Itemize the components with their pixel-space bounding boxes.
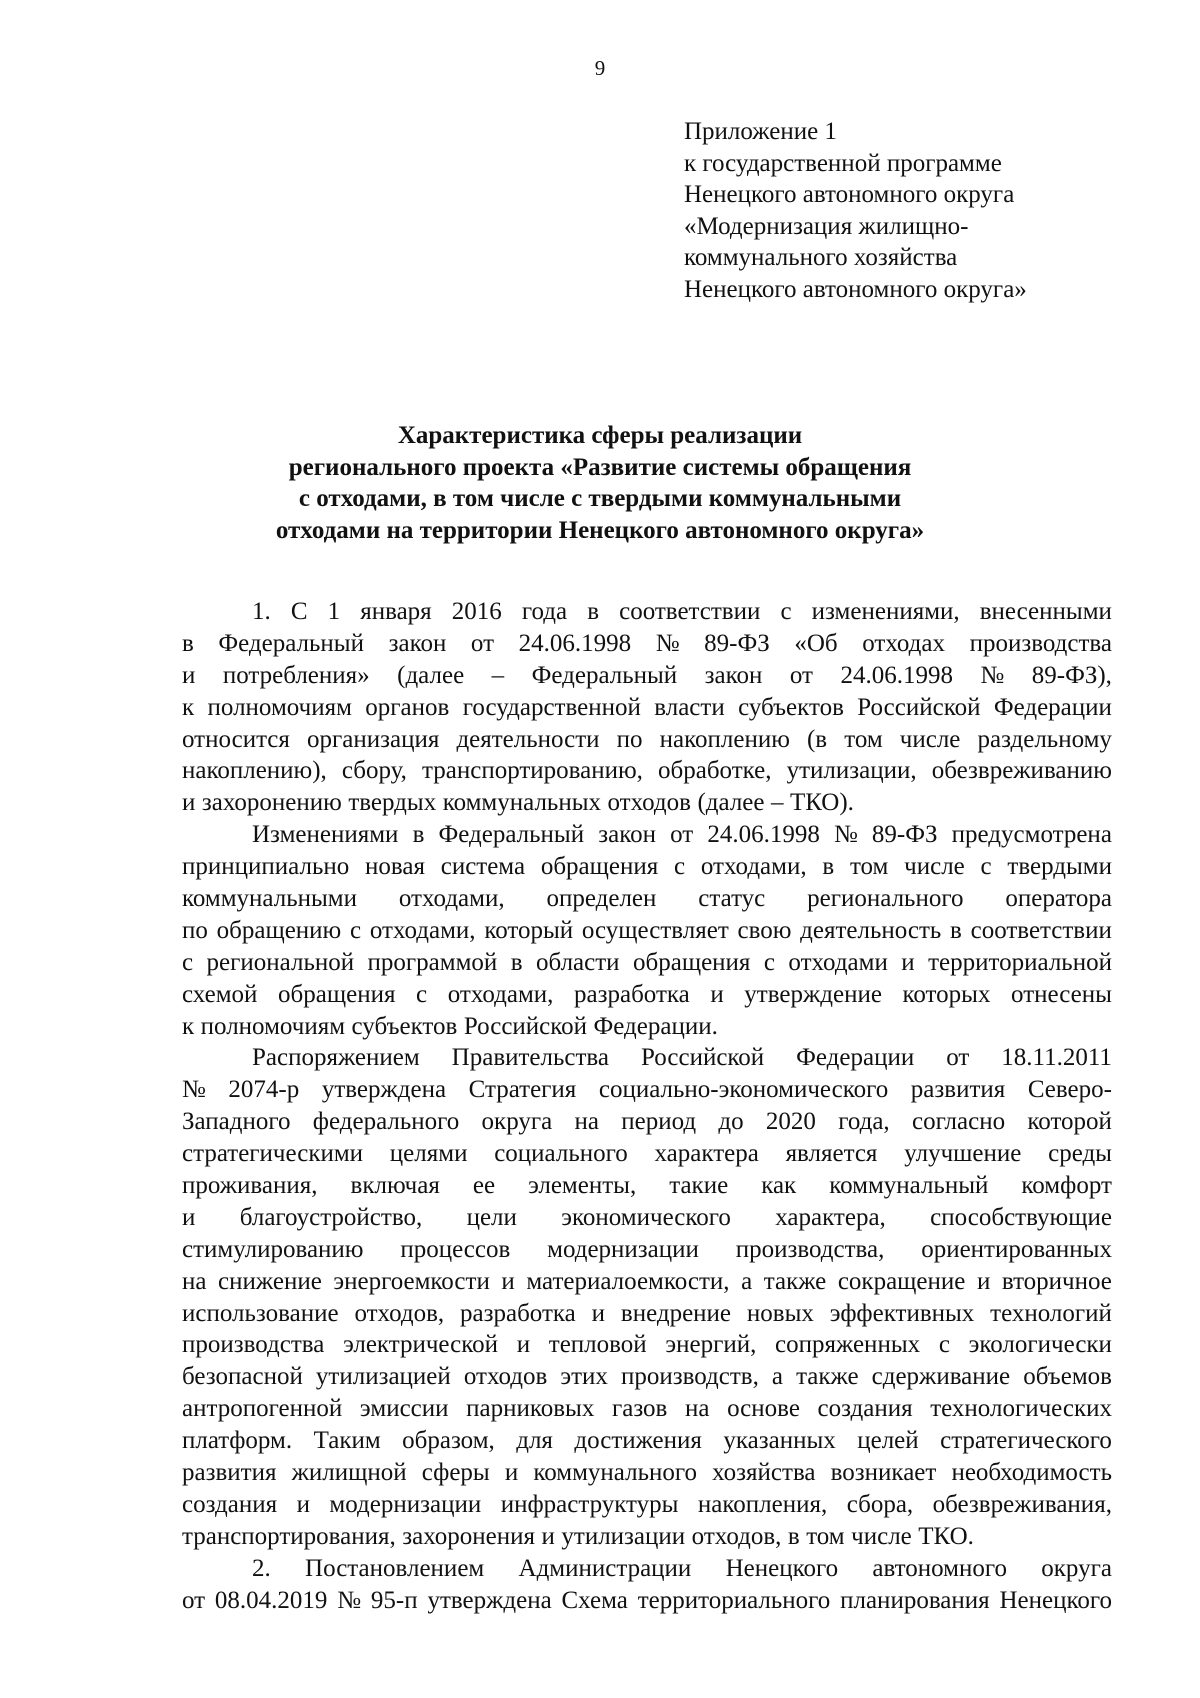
body-line: относится организация деятельности по накоплению (в том числе раздельному: [182, 725, 1112, 753]
body-line: 1. С 1 января 2016 года в соответствии с изменениями, внесенными: [252, 598, 1112, 625]
document-title: [0, 420, 1200, 546]
title-line: с отходами, в том числе с твердыми коммунальными: [298, 485, 902, 512]
appendix-line: Приложение 1: [684, 118, 837, 145]
body-line: стратегическими целями социального характера является улучшение среды: [182, 1140, 1112, 1168]
body-line: Западного федерального округа на период до 2020 года, согласно которой: [182, 1108, 1112, 1136]
body-line: № 2074-р утверждена Стратегия социально-экономического развития Северо-: [182, 1076, 1112, 1104]
body-line: накоплению), сбору, транспортированию, обработке, утилизации, обезвреживанию: [182, 757, 1112, 785]
body-line: безопасной утилизацией отходов этих производств, а также сдерживание объемов: [182, 1363, 1112, 1391]
body-line: в Федеральный закон от 24.06.1998 № 89-ФЗ «Об отходах производства: [182, 629, 1112, 657]
body-line: принципиально новая система обращения с отходами, в том числе с твердыми: [182, 853, 1112, 881]
appendix-line: Ненецкого автономного округа»: [684, 275, 1027, 303]
appendix-line: к государственной программе: [684, 149, 1002, 177]
body-line: создания и модернизации инфраструктуры накопления, сбора, обезвреживания,: [182, 1490, 1112, 1518]
title-line: отходами на территории Ненецкого автономного округа»: [275, 516, 925, 544]
page-number: 9: [594, 56, 606, 80]
body-line: на снижение энергоемкости и материалоемкости, а также сокращение и вторичное: [182, 1267, 1112, 1295]
body-line: и потребления» (далее – Федеральный закон от 24.06.1998 № 89-ФЗ),: [182, 661, 1112, 689]
body-line: развития жилищной сферы и коммунального хозяйства возникает необходимость: [182, 1459, 1112, 1487]
body-line: 2. Постановлением Администрации Ненецкого автономного округа: [252, 1554, 1112, 1582]
body-line: к полномочиям субъектов Российской Федерации.: [182, 1012, 718, 1040]
title-line: регионального проекта «Развитие системы обращения: [288, 453, 912, 481]
body-line: производства электрической и тепловой энергий, сопряженных с экологически: [182, 1331, 1112, 1359]
appendix-line: «Модернизация жилищно-: [684, 212, 969, 240]
body-line: и захоронению твердых коммунальных отходов (далее – ТКО).: [182, 789, 854, 817]
body-line: схемой обращения с отходами, разработка и утверждение которых отнесены: [182, 980, 1112, 1008]
body-line: проживания, включая ее элементы, такие как коммунальный комфорт: [182, 1172, 1112, 1200]
body-line: стимулированию процессов модернизации производства, ориентированных: [182, 1235, 1112, 1263]
appendix-line: Ненецкого автономного округа: [684, 181, 1015, 208]
body-line: коммунальными отходами, определен статус регионального оператора: [182, 885, 1112, 913]
body-line: антропогенной эмиссии парниковых газов на основе создания технологических: [182, 1395, 1112, 1423]
body-line: по обращению с отходами, который осуществляет свою деятельность в соответствии: [182, 916, 1112, 944]
body-line: к полномочиям органов государственной власти субъектов Российской Федерации: [182, 693, 1112, 721]
appendix-header: [684, 116, 1124, 305]
appendix-line: коммунального хозяйства: [684, 244, 958, 271]
body-line: платформ. Таким образом, для достижения указанных целей стратегического: [182, 1427, 1112, 1455]
title-line: Характеристика сферы реализации: [397, 422, 803, 449]
body-line: использование отходов, разработка и внедрение новых эффективных технологий: [182, 1299, 1112, 1327]
body-line: и благоустройство, цели экономического характера, способствующие: [182, 1203, 1112, 1231]
body-line: Изменениями в Федеральный закон от 24.06.1998 № 89-ФЗ предусмотрена: [252, 821, 1112, 849]
body-line: с региональной программой в области обращения с отходами и территориальной: [182, 948, 1112, 976]
body-text: [182, 596, 1112, 1617]
body-line: от 08.04.2019 № 95-п утверждена Схема территориального планирования Ненецкого: [182, 1586, 1112, 1614]
body-line: транспортирования, захоронения и утилизации отходов, в том числе ТКО.: [182, 1522, 974, 1550]
body-line: Распоряжением Правительства Российской Федерации от 18.11.2011: [252, 1044, 1112, 1072]
